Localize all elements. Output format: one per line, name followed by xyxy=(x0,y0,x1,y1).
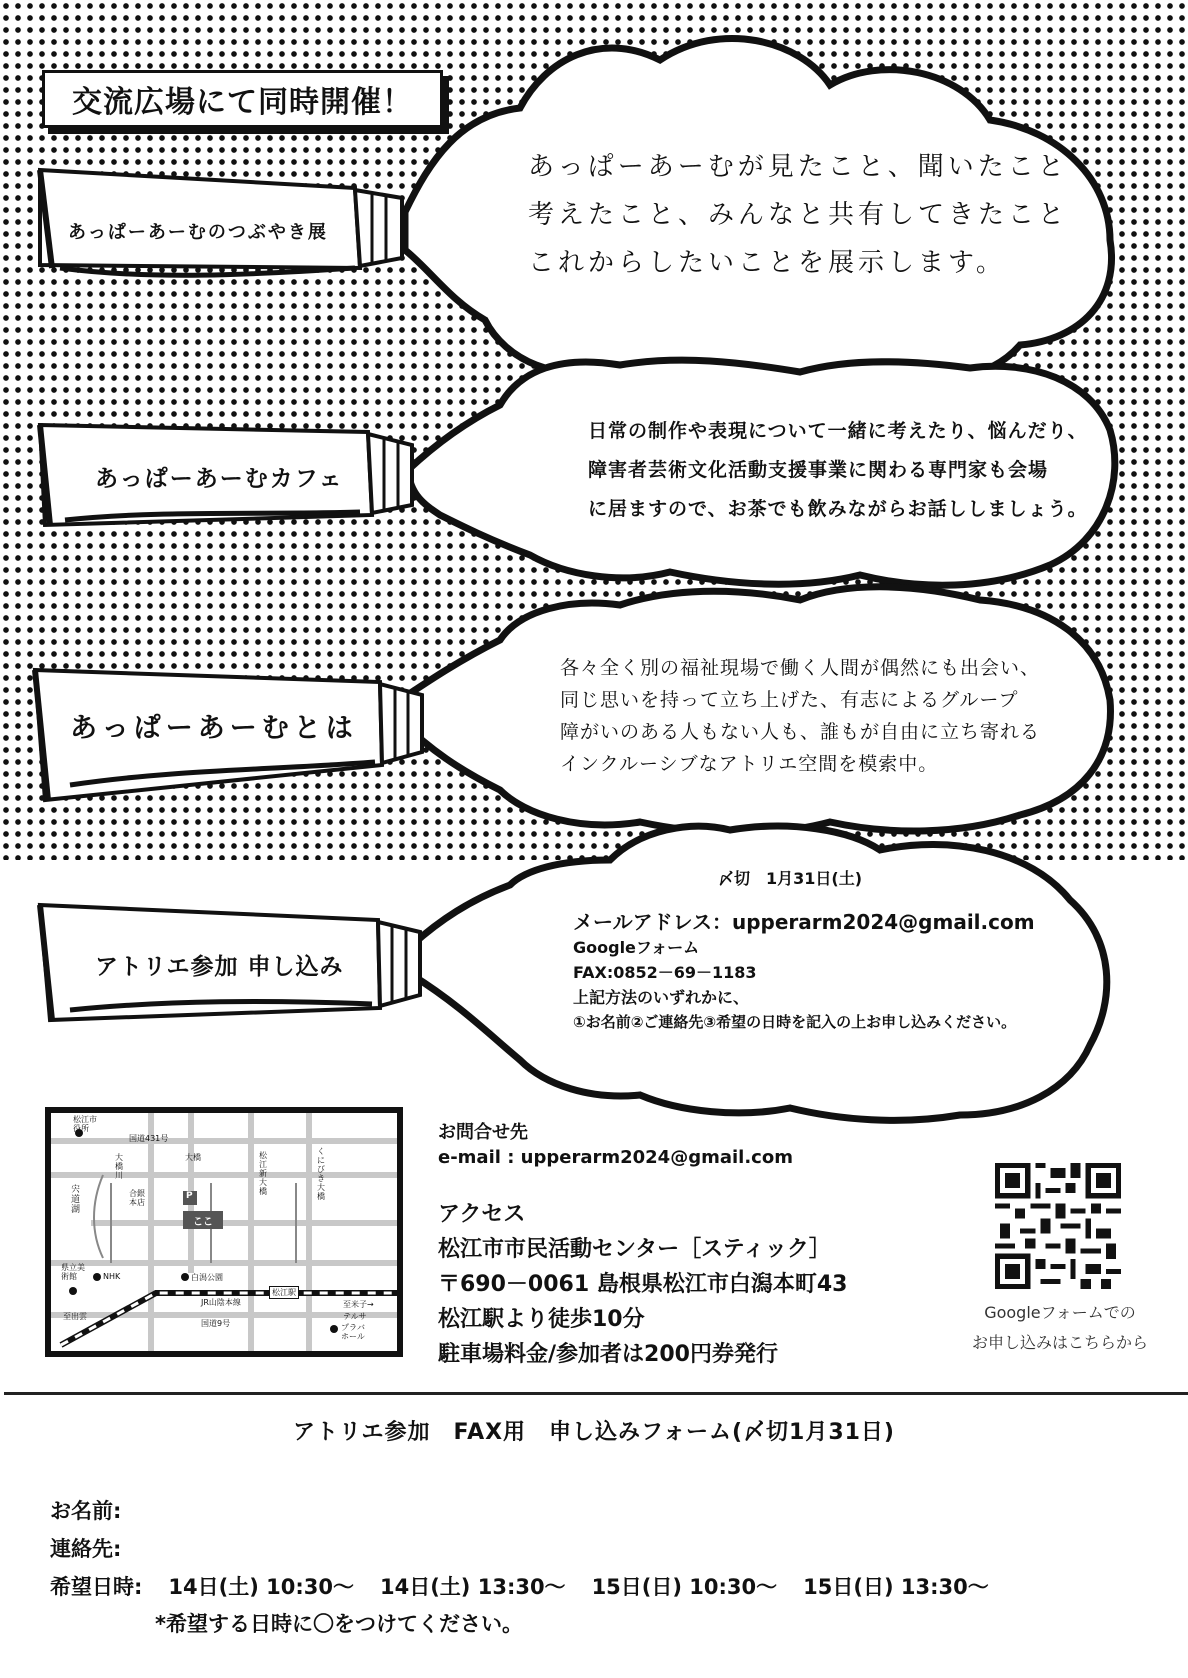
text-line: Googleフォーム xyxy=(573,938,700,957)
map-label-parking: P xyxy=(186,1191,193,1201)
exhibition-text xyxy=(528,143,1068,287)
date-label: 希望日時: xyxy=(50,1575,143,1599)
map-label-prabah: プラバホール xyxy=(341,1323,365,1341)
map-label-terusa: テルサ xyxy=(343,1312,367,1321)
text-line: 同じ思いを持って立ち上げた、有志によるグループ xyxy=(560,689,1019,711)
divider xyxy=(4,1392,1188,1395)
access-heading: アクセス xyxy=(438,1202,526,1227)
text-line: 障がいのある人もない人も、誰もが自由に立ち寄れる xyxy=(560,721,1041,743)
map-label-museum: 県立美術館 xyxy=(61,1263,85,1281)
date-option-3[interactable]: 15日(日) 10:30～ xyxy=(591,1575,778,1599)
tube-label-apply: アトリエ参加 申し込み xyxy=(95,954,344,980)
text-line: あっぱーあーむが見たこと、聞いたこと xyxy=(528,152,1068,182)
map-label-route431: 国道431号 xyxy=(129,1134,169,1143)
map-label-here: ここ xyxy=(193,1217,213,1228)
map-label-jr: JR山陰本線 xyxy=(201,1298,241,1307)
form-title: アトリエ参加 FAX用 申し込みフォーム(〆切1月31日) xyxy=(293,1420,895,1445)
about-text xyxy=(560,652,1040,780)
contact-label: 連絡先: xyxy=(50,1537,122,1561)
access-map xyxy=(45,1107,403,1357)
header-title: 交流広場にて同時開催！ xyxy=(42,70,443,128)
map-label-to-izumo: 至出雲 xyxy=(63,1312,87,1321)
deadline-text: 〆切 1月31日(土) xyxy=(718,869,863,888)
date-row xyxy=(50,1571,989,1601)
map-label-nhk: NHK xyxy=(103,1272,121,1281)
name-label: お名前: xyxy=(50,1499,122,1523)
text-line: これからしたいことを展示します。 xyxy=(528,248,1006,278)
text-line: インクルーシブなアトリエ空間を模索中。 xyxy=(560,753,939,775)
form-note: *希望する日時に〇をつけてください。 xyxy=(155,1612,523,1636)
map-label-park: 白潟公園 xyxy=(191,1273,223,1282)
map-label-station: 松江駅 xyxy=(269,1286,299,1299)
cafe-text xyxy=(588,412,1088,529)
text-line: 上記方法のいずれかに、 xyxy=(573,988,750,1007)
text-line: に居ますので、お茶でも飲みながらお話ししましょう。 xyxy=(588,498,1088,520)
text-line: 各々全く別の福祉現場で働く人間が偶然にも出会い、 xyxy=(560,657,1041,679)
qr-caption-2: お申し込みはこちらから xyxy=(971,1333,1148,1352)
walk-info: 松江駅より徒歩10分 xyxy=(438,1307,645,1332)
map-label-river: 大橋川 xyxy=(115,1153,123,1180)
map-label-kunibiki: くにびき大橋 xyxy=(317,1147,325,1201)
date-option-1[interactable]: 14日(土) 10:30～ xyxy=(168,1575,354,1599)
map-label-lake: 宍道湖 xyxy=(71,1185,81,1215)
map-label-shin-ohashi: 松江新大橋 xyxy=(259,1151,267,1196)
text-line: 日常の制作や表現について一緒に考えたり、悩んだり、 xyxy=(588,420,1088,442)
venue-address: 〒690－0061 島根県松江市白潟本町43 xyxy=(438,1272,848,1297)
map-label-bank: 合銀本店 xyxy=(129,1189,145,1207)
map-label-to-yonago: 至米子→ xyxy=(343,1300,374,1309)
qr-caption-1: Googleフォームでの xyxy=(984,1303,1136,1322)
email-line: メールアドレス：upperarm2024@gmail.com xyxy=(573,910,1035,934)
map-label-city-hall: 松江市役所 xyxy=(73,1115,97,1133)
date-option-2[interactable]: 14日(土) 13:30～ xyxy=(379,1575,566,1599)
text-line: 障害者芸術文化活動支援事業に関わる専門家も会場 xyxy=(588,459,1049,481)
map-label-ohashi: 大橋 xyxy=(185,1153,201,1162)
text-line: ①お名前②ご連絡先③希望の日時を記入の上お申し込みください。 xyxy=(573,1013,1017,1031)
tube-label-exhibition: あっぱーあーむのつぶやき展 xyxy=(68,222,328,243)
paint-tubes xyxy=(0,0,460,1040)
contact-email: e-mail : upperarm2024@gmail.com xyxy=(438,1147,793,1168)
tube-label-about: あっぱーあーむとは xyxy=(70,713,358,744)
parking-info: 駐車場料金/参加者は200円券発行 xyxy=(438,1342,778,1367)
contact-heading: お問合せ先 xyxy=(438,1122,528,1143)
tube-label-cafe: あっぱーあーむカフェ xyxy=(95,466,344,492)
text-line: 考えたこと、みんなと共有してきたこと xyxy=(528,200,1069,230)
qr-code-icon[interactable] xyxy=(995,1163,1121,1289)
map-label-route9: 国道9号 xyxy=(201,1319,231,1328)
venue-name: 松江市市民活動センター［スティック］ xyxy=(438,1237,831,1262)
fax-line: FAX:0852－69－1183 xyxy=(573,963,757,982)
apply-text xyxy=(573,910,1035,1035)
date-option-4[interactable]: 15日(日) 13:30～ xyxy=(803,1575,989,1599)
